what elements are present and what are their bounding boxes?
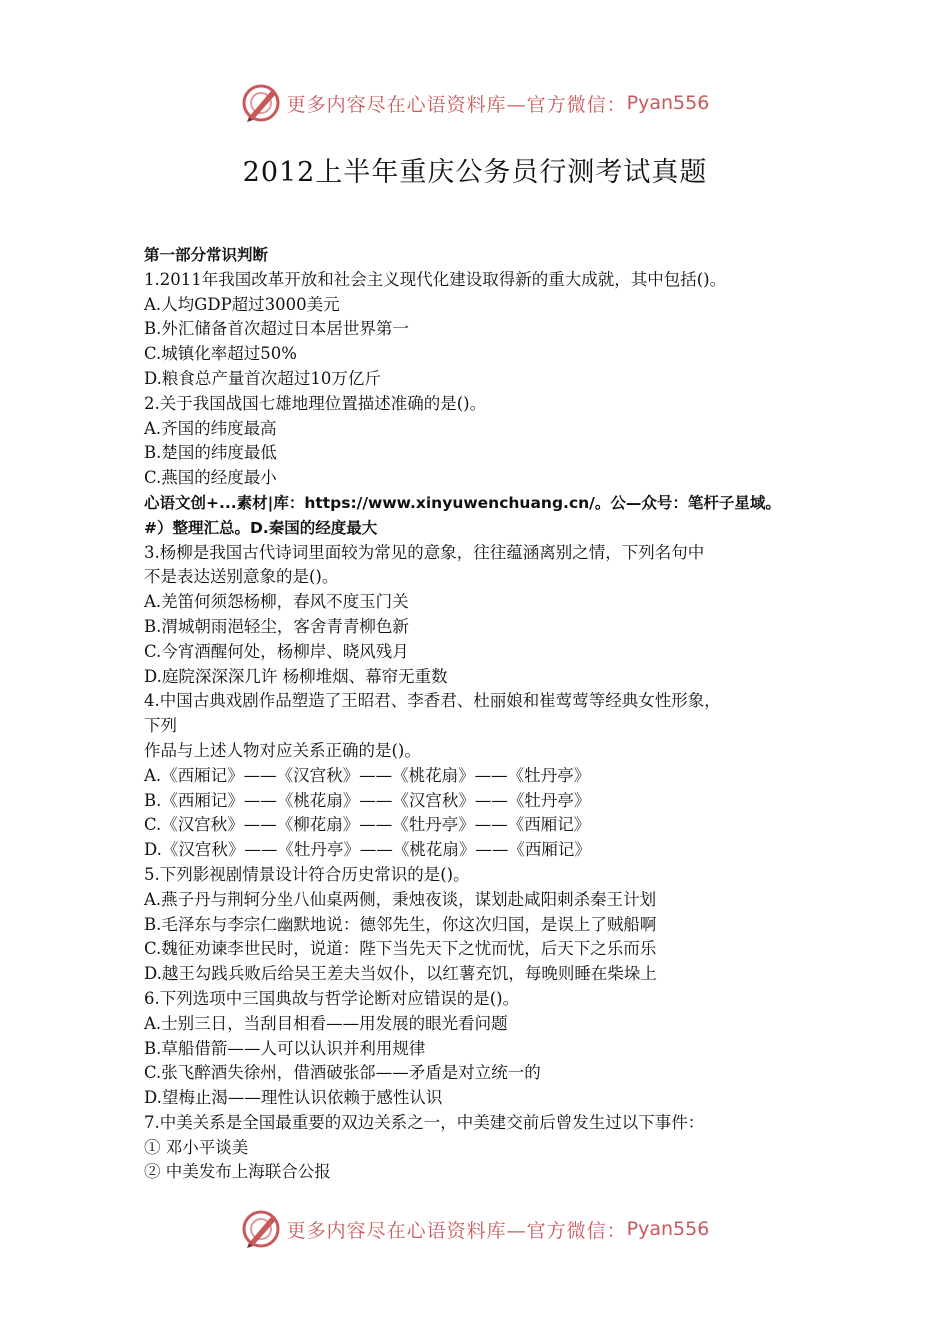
text-line: ② 中美发布上海联合公报	[144, 1162, 331, 1182]
text-line: C.今宵酒醒何处，杨柳岸、晓风残月	[144, 641, 409, 661]
header-watermark-banner	[0, 80, 950, 126]
text-line: 4.中国古典戏剧作品塑造了王昭君、李香君、杜丽娘和崔莺莺等经典女性形象，	[144, 691, 721, 711]
text-line: 第一部分常识判断	[144, 246, 269, 264]
wechat-id: Pyan556	[626, 92, 710, 114]
text-line: C.魏征劝谏李世民时，说道：陛下当先天下之忧而忧，后天下之乐而乐	[144, 939, 657, 959]
text-line: C.张飞醉酒失徐州，借酒破张郃——矛盾是对立统一的	[144, 1063, 541, 1083]
text-line: B.外汇储备首次超过日本居世界第一	[144, 319, 409, 339]
text-line: C.燕国的经度最小	[144, 468, 277, 488]
pen-logo-icon	[241, 1209, 281, 1249]
pen-logo-icon	[241, 83, 281, 123]
text-line: ① 邓小平谈美	[144, 1137, 249, 1157]
promo-text: 更多内容尽在心语资料库—官方微信：	[286, 93, 627, 116]
text-line: D.庭院深深深几许 杨柳堆烟、幕帘无重数	[144, 666, 448, 686]
text-line: 6.下列选项中三国典故与哲学论断对应错误的是()。	[144, 988, 520, 1008]
text-line: 7.中美关系是全国最重要的双边关系之一，中美建交前后曾发生过以下事件：	[144, 1112, 705, 1132]
text-line: D.望梅止渴——理性认识依赖于感性认识	[144, 1088, 443, 1108]
promo-text: 更多内容尽在心语资料库—官方微信：	[286, 1219, 627, 1242]
text-line: D.《汉宫秋》——《牡丹亭》——《桃花扇》——《西厢记》	[144, 840, 591, 860]
text-line: D.越王勾践兵败后给吴王差夫当奴仆，以红薯充饥，每晚则睡在柴垛上	[144, 964, 657, 984]
text-line: 5.下列影视剧情景设计符合历史常识的是()。	[144, 864, 470, 884]
text-line: #）整理汇总。D.秦国的经度最大	[144, 518, 378, 537]
document-body	[144, 243, 834, 1185]
text-line: 2.关于我国战国七雄地理位置描述准确的是()。	[144, 393, 487, 413]
footer-watermark-banner	[0, 1206, 950, 1252]
text-line: C.《汉宫秋》——《柳花扇》——《牡丹亭》——《西厢记》	[144, 815, 591, 835]
text-line: D.粮食总产量首次超过10万亿斤	[144, 368, 381, 388]
text-line: 心语文创+...素材|库：https://www.xinyuwenchuang.cn/。公—众号：笔杆子星域。	[144, 493, 781, 512]
text-line: 作品与上述人物对应关系正确的是()。	[144, 740, 421, 760]
text-line: B.渭城朝雨浥轻尘，客舍青青柳色新	[144, 616, 409, 636]
text-line: A.士别三日，当刮目相看——用发展的眼光看问题	[144, 1013, 508, 1033]
document-title: 2012上半年重庆公务员行测考试真题	[242, 157, 708, 188]
text-line: 不是表达送别意象的是()。	[144, 567, 339, 587]
text-line: B.楚国的纬度最低	[144, 443, 277, 463]
text-line: A.羌笛何须怨杨柳，春风不度玉门关	[144, 592, 409, 612]
text-line: B.毛泽东与李宗仁幽默地说：德邻先生，你这次归国，是误上了贼船啊	[144, 914, 657, 934]
text-line: C.城镇化率超过50%	[144, 344, 297, 364]
text-line: 下列	[144, 716, 177, 736]
text-line: B.草船借箭——人可以认识并利用规律	[144, 1038, 426, 1058]
text-line: 3.杨柳是我国古代诗词里面较为常见的意象，往往蕴涵离别之情，下列名句中	[144, 542, 705, 562]
wechat-id: Pyan556	[626, 1218, 710, 1240]
text-line: A.齐国的纬度最高	[144, 418, 277, 438]
text-line: 1.2011年我国改革开放和社会主义现代化建设取得新的重大成就，其中包括()。	[144, 269, 727, 289]
text-line: A.《西厢记》——《汉宫秋》——《桃花扇》——《牡丹亭》	[144, 765, 591, 785]
text-line: B.《西厢记》——《桃花扇》——《汉宫秋》——《牡丹亭》	[144, 790, 591, 810]
text-line: A.燕子丹与荆轲分坐八仙桌两侧，秉烛夜谈，谋划赴咸阳刺杀秦王计划	[144, 889, 657, 909]
text-line: A.人均GDP超过3000美元	[144, 294, 340, 314]
